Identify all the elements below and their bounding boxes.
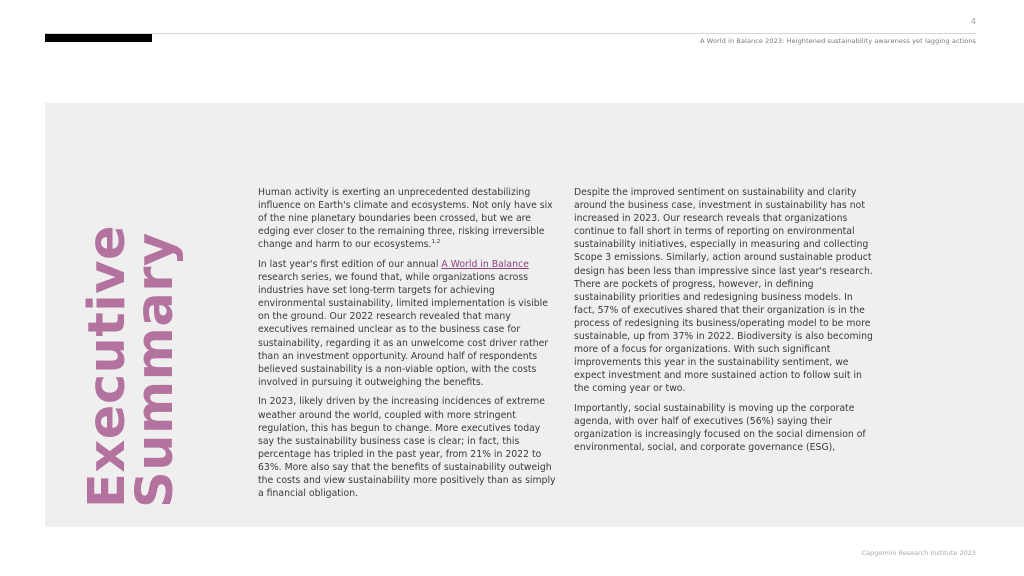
paragraph: In 2023, likely driven by the increasing incidences of extreme weather around the world, coupled with more stringent regulation, this has begun to change. More executives today say the sustainability business case is clear; in fact, this percentage has tripled in the past year, from 21% in 2022 to 63%. More also say that the benefits of sustainability outweigh the costs and view sustainability more positively than as simply a financial obligation. [258,396,556,500]
paragraph-text: In last year's first edition of our annual [258,258,442,270]
page-number: 4 [970,17,976,26]
header-accent-bar [45,34,152,42]
left-text-column [258,186,558,507]
paragraph [258,258,558,389]
footnote-reference[interactable]: 1,2 [431,239,441,246]
section-title [78,224,185,508]
report-series-link[interactable]: A World in Balance [441,258,529,270]
paragraph: Importantly, social sustainability is moving up the corporate agenda, with over half of executives (56%) saying their organization is increasingly focused on the social dimension of environmental, social, and corporate governance (ESG), [574,403,866,454]
running-title: A World in Balance 2023: Heightened sustainability awareness yet lagging actions [700,37,976,45]
paragraph [258,186,558,251]
footer-credit: Capgemini Research Institute 2023 [861,549,976,557]
section-title-line-2: Summary [126,232,185,508]
paragraph: Despite the improved sentiment on sustainability and clarity around the business case, investment in sustainability has not increased in 2023. Our research reveals that organizations continue to fall short in terms of reporting on environmental sustainability initiatives, especially in measuring and collecting Scope 3 emissions. Similarly, action around sustainable product design has been less than impressive since last year's research. There are pockets of progress, however, in defining sustainability priorities and redesigning business models. In fact, 57% of executives shared that their organization is in the process of redesigning its business/operating model to be more sustainable, up from 37% in 2022. Biodiversity is also becoming more of a focus for organizations. With such significant improvements this year in the sustainability sentiment, we expect investment and more sustained action to follow suit in the coming year or two. [574,187,873,395]
header-divider [45,33,976,34]
paragraph-text: research series, we found that, while organizations across industries have set long-term targets for achieving environmental sustainability, limited implementation is visible on the ground. Our 2022 research revealed that many executives remained unclear as to the business case for sustainability, regarding it as an unwelcome cost driver rather than an investment opportunity. Around half of respondents believed sustainability is a non-viable option, with the costs involved in pursuing it outweighing the benefits. [258,272,549,388]
right-text-column [574,186,876,461]
paragraph-text: Human activity is exerting an unprecedented destabilizing influence on Earth's climate and ecosystems. Not only have six of the nine planetary boundaries been crossed, but we are edging ever closer to the remaining three, risking irreversible change and harm to our ecosystems. [258,187,553,251]
section-title-line-1: Executive [78,224,137,508]
